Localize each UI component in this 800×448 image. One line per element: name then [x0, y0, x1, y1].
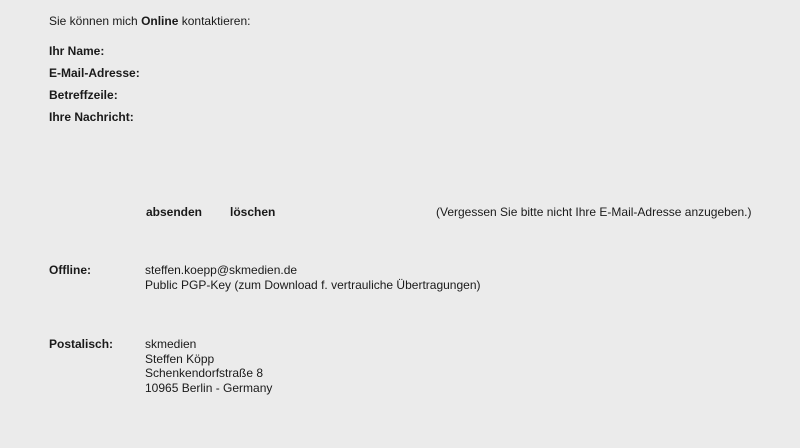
- offline-email-link[interactable]: steffen.koepp@skmedien.de: [145, 263, 298, 277]
- address-line: 10965 Berlin - Germany: [145, 380, 273, 395]
- pgp-key-link[interactable]: Public PGP-Key (zum Download f. vertrauliche Übertragungen): [145, 277, 481, 292]
- submit-button[interactable]: absenden: [146, 205, 203, 219]
- subject-input[interactable]: [145, 87, 445, 103]
- postal-address: [145, 337, 272, 395]
- offline-label: Offline:: [49, 263, 91, 277]
- intro-highlight: Online: [141, 14, 179, 28]
- name-label: Ihr Name:: [49, 44, 105, 58]
- intro-suffix: kontaktieren:: [178, 14, 251, 28]
- address-line: Schenkendorfstraße 8: [145, 366, 264, 380]
- name-input[interactable]: [145, 43, 445, 59]
- subject-label: Betreffzeile:: [49, 88, 118, 102]
- intro-prefix: Sie können mich: [49, 14, 142, 28]
- email-label: E-Mail-Adresse:: [49, 66, 140, 80]
- message-label: Ihre Nachricht:: [49, 110, 134, 124]
- message-textarea[interactable]: [145, 110, 545, 190]
- address-line: skmedien: [145, 337, 197, 351]
- reset-button[interactable]: löschen: [230, 205, 276, 219]
- form-hint: (Vergessen Sie bitte nicht Ihre E-Mail-Adresse anzugeben.): [436, 205, 752, 219]
- offline-block: [145, 263, 480, 292]
- postal-label: Postalisch:: [49, 337, 114, 351]
- email-input[interactable]: [145, 65, 445, 81]
- address-line: Steffen Köpp: [145, 351, 215, 366]
- intro-text: [49, 14, 250, 28]
